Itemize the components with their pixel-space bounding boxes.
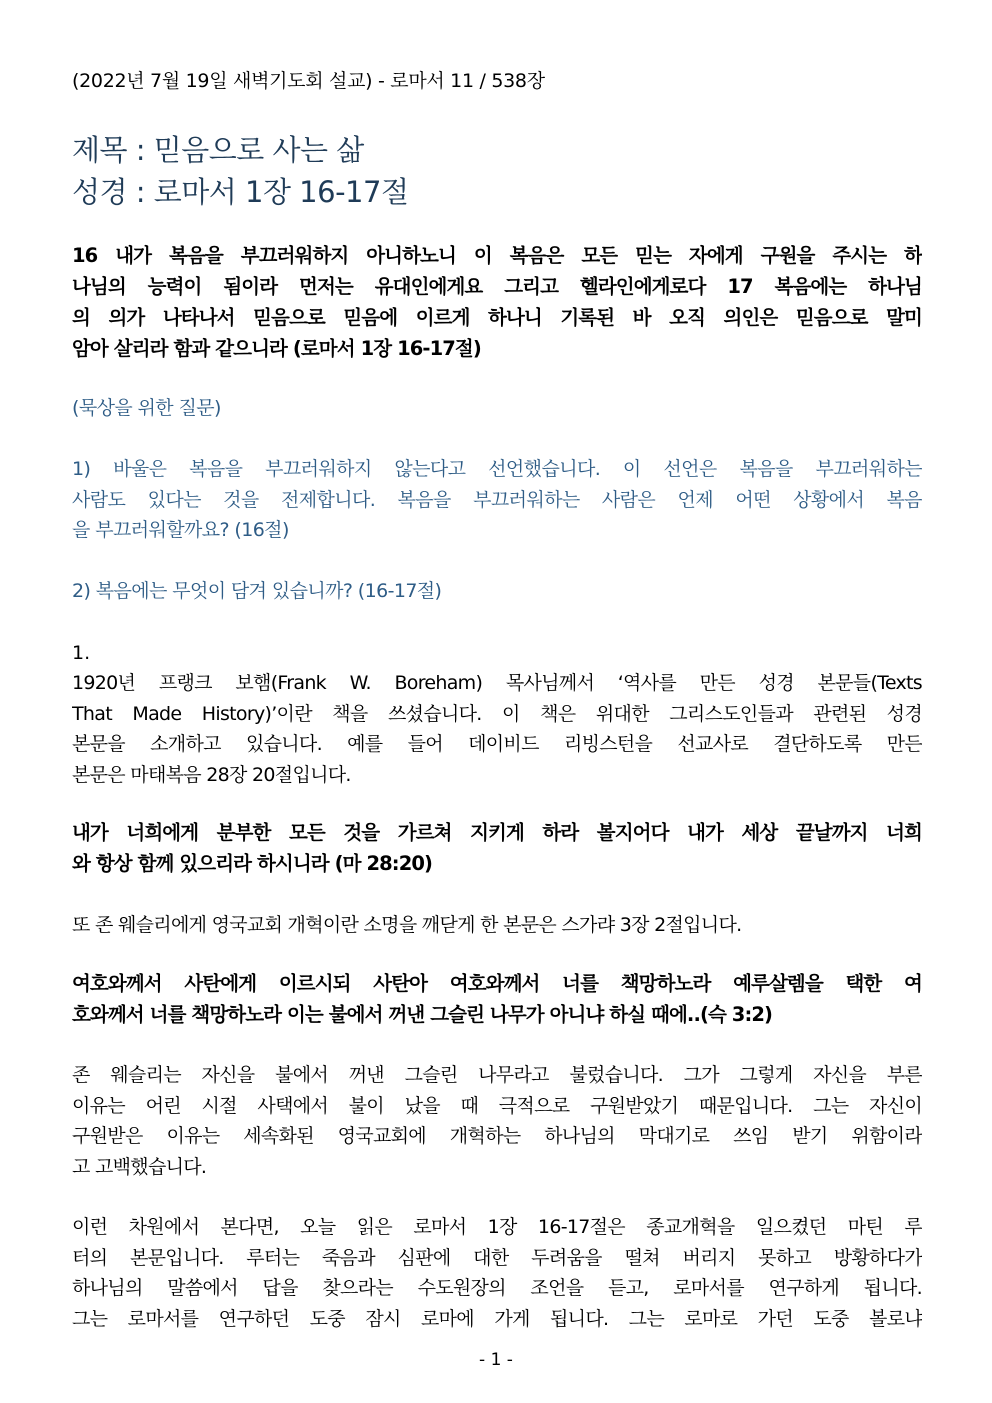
main-verse-line: 나님의 능력이 됨이라 먼저는 유대인에게요 그리고 헬라인에게로다 17 복음에는 하나님 — [72, 275, 922, 298]
question-1-line: 1) 바울은 복음을 부끄러워하지 않는다고 선언했습니다. 이 선언은 복음을 부끄러워하는 — [72, 458, 922, 480]
page-number: - 1 - — [479, 1350, 513, 1370]
scripture-reference: 성경 : 로마서 1장 16-17절 — [72, 175, 409, 209]
sermon-header: (2022년 7월 19일 새벽기도회 설교) - 로마서 11 / 538장 — [72, 70, 545, 92]
question-1 — [72, 454, 922, 546]
paragraph-line: 이유는 어린 시절 사택에서 불이 났을 때 극적으로 구원받았기 때문입니다. 그는 자신이 — [72, 1094, 922, 1117]
paragraph-line: 그는 로마서를 연구하던 도중 잠시 로마에 가게 됩니다. 그는 로마로 가던 도중 볼로냐 — [72, 1307, 922, 1330]
paragraph-line: 터의 본문입니다. 루터는 죽음과 심판에 대한 두려움을 떨쳐 버리지 못하고 방황하다가 — [72, 1246, 922, 1269]
sermon-title: 제목 : 믿음으로 사는 삶 — [72, 133, 364, 167]
paragraph-line: 고 고백했습니다. — [72, 1155, 207, 1178]
paragraph-line: 이런 차원에서 본다면, 오늘 읽은 로마서 1장 16-17절은 종교개혁을 일으켰던 마틴 루 — [72, 1216, 922, 1238]
zechariah-verse — [72, 968, 922, 1030]
matthew-verse — [72, 817, 922, 879]
paragraph-3 — [72, 1060, 922, 1182]
paragraph-line: 하나님의 말씀에서 답을 찾으라는 수도원장의 조언을 듣고, 로마서를 연구하게 됩니다. — [72, 1277, 922, 1299]
verse-line: 호와께서 너를 책망하노라 이는 불에서 꺼낸 그슬린 나무가 아니냐 하실 때에..(슥 3:2) — [72, 1003, 773, 1026]
meditation-heading: (묵상을 위한 질문) — [72, 397, 221, 419]
paragraph-line: 또 존 웨슬리에게 영국교회 개혁이란 소명을 깨닫게 한 본문은 스가랴 3장 2절입니다. — [72, 914, 742, 936]
main-verse-line: 암아 살리라 함과 같으니라 (로마서 1장 16-17절) — [72, 337, 481, 360]
paragraph-line: 본문을 소개하고 있습니다. 예를 들어 데이비드 리빙스턴을 선교사로 결단하도록 만든 — [72, 733, 922, 755]
paragraph-line: 구원받은 이유는 세속화된 영국교회에 개혁하는 하나님의 막대기로 쓰임 받기 위함이라 — [72, 1125, 922, 1147]
question-2: 2) 복음에는 무엇이 담겨 있습니까? (16-17절) — [72, 580, 442, 602]
main-verse-block — [72, 240, 922, 364]
paragraph-line: 1920년 프랭크 보햄(Frank W. Boreham) 목사님께서 ‘역사를 만든 성경 본문들(Texts — [72, 672, 922, 694]
question-1-line: 사람도 있다는 것을 전제합니다. 복음을 부끄러워하는 사람은 언제 어떤 상황에서 복음 — [72, 488, 922, 511]
section-number: 1. — [72, 642, 91, 664]
verse-line: 와 항상 함께 있으리라 하시니라 (마 28:20) — [72, 852, 433, 875]
paragraph-1 — [72, 668, 922, 790]
paragraph-line: 존 웨슬리는 자신을 불에서 꺼낸 그슬린 나무라고 불렀습니다. 그가 그렇게 자신을 부른 — [72, 1064, 922, 1086]
verse-line: 내가 너희에게 분부한 모든 것을 가르쳐 지키게 하라 볼지어다 내가 세상 끝날까지 너희 — [72, 821, 922, 844]
main-verse-line: 의 의가 나타나서 믿음으로 믿음에 이르게 하나니 기록된 바 오직 의인은 믿음으로 말미 — [72, 306, 922, 329]
paragraph-line: 본문은 마태복음 28장 20절입니다. — [72, 763, 351, 786]
question-1-line: 을 부끄러워할까요? (16절) — [72, 519, 289, 541]
paragraph-4 — [72, 1212, 922, 1334]
paragraph-2 — [72, 910, 922, 941]
verse-line: 여호와께서 사탄에게 이르시되 사탄아 여호와께서 너를 책망하노라 예루살렘을 택한 여 — [72, 972, 922, 995]
main-verse-line: 16 내가 복음을 부끄러워하지 아니하노니 이 복음은 모든 믿는 자에게 구원을 주시는 하 — [72, 244, 922, 267]
paragraph-line: That Made History)’이란 책을 쓰셨습니다. 이 책은 위대한 그리스도인들과 관련된 성경 — [72, 702, 922, 725]
